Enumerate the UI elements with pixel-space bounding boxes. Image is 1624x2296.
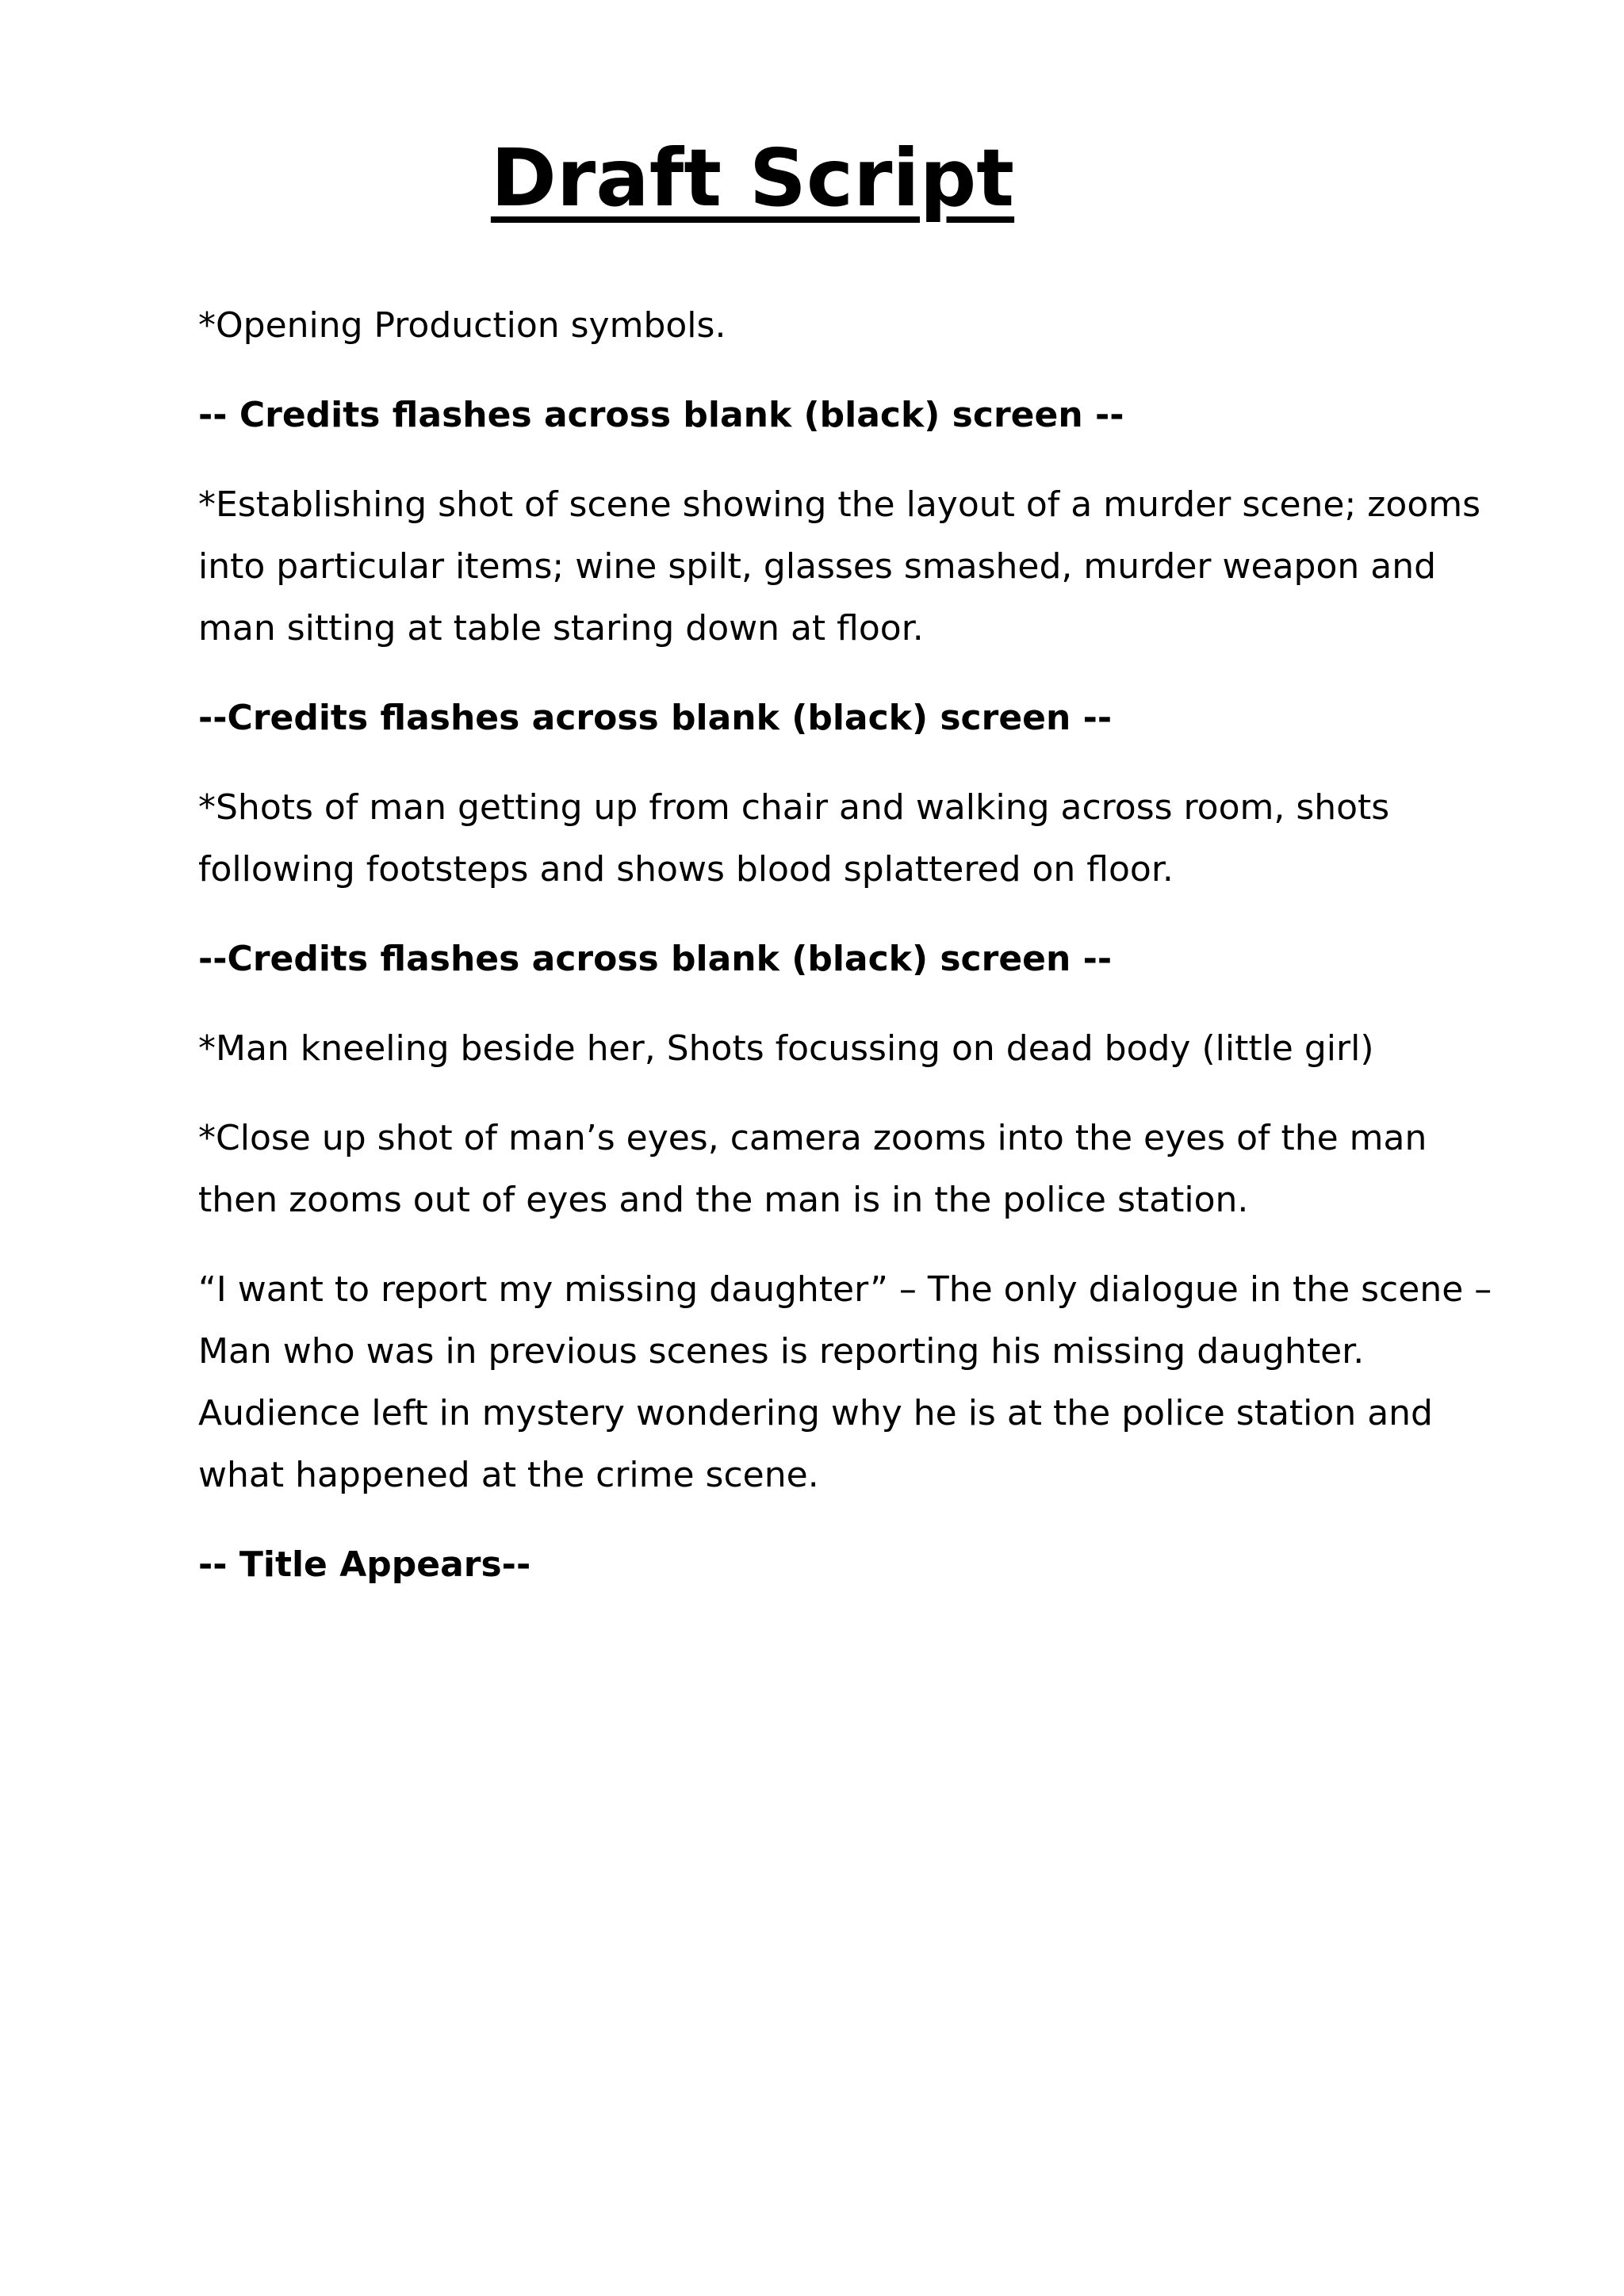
credits-line-3: --Credits flashes across blank (black) screen --: [198, 939, 1113, 979]
paragraph-man-getting-up: *Shots of man getting up from chair and walking across room, shots following footsteps and shows blood splattered on floor.: [198, 787, 1390, 890]
paragraph-opening-symbols: *Opening Production symbols.: [198, 305, 726, 346]
credits-line-1: -- Credits flashes across blank (black) screen --: [198, 395, 1124, 435]
paragraph-close-up-eyes: *Close up shot of man’s eyes, camera zooms into the eyes of the man then zooms out of eyes and the man is in the police station.: [198, 1118, 1427, 1220]
document-body: [198, 295, 1507, 1624]
title-appears-line: -- Title Appears--: [198, 1544, 531, 1585]
document-title: Draft Script: [490, 132, 1015, 224]
credits-line-2: --Credits flashes across blank (black) screen --: [198, 698, 1113, 738]
paragraph-establishing-shot: *Establishing shot of scene showing the layout of a murder scene; zooms into particular items; wine spilt, glasses smashed, murder weapon and man sitting at table staring down at floor.: [198, 484, 1481, 649]
paragraph-man-kneeling: *Man kneeling beside her, Shots focussing on dead body (little girl): [198, 1028, 1374, 1069]
paragraph-dialogue: “I want to report my missing daughter” – The only dialogue in the scene – Man who was in previous scenes is reporting his missing daughter. Audience left in mystery wondering why he is at the police station and what happened at the crime scene.: [198, 1269, 1492, 1495]
